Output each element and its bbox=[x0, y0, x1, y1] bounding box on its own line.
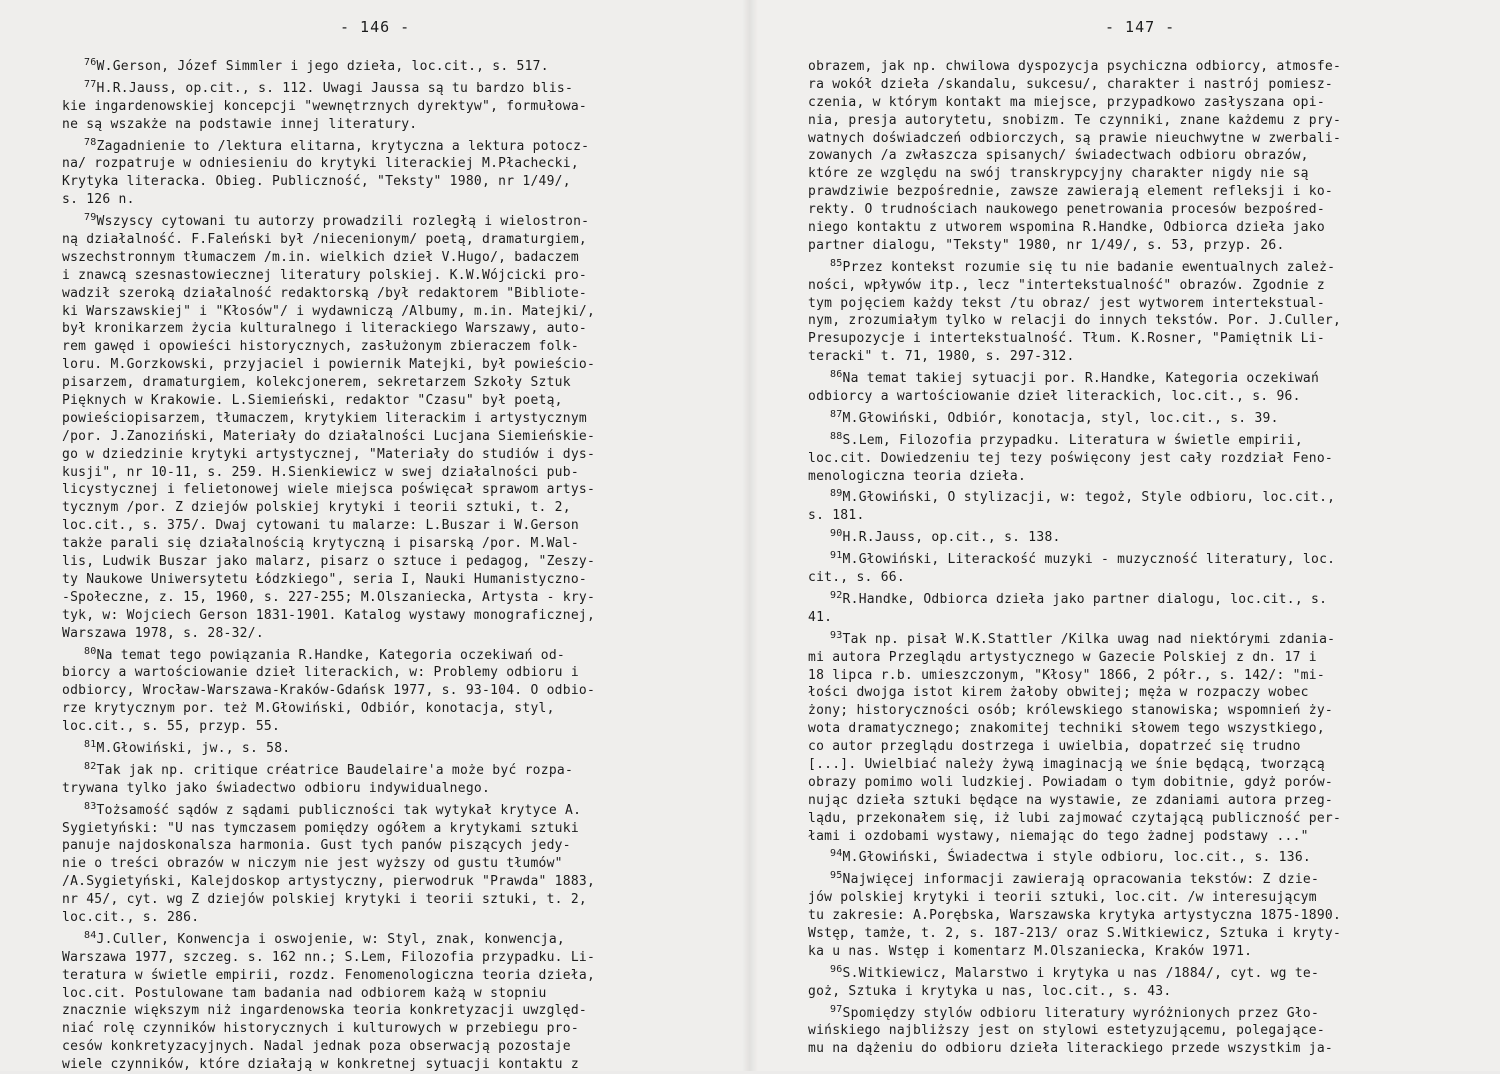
footnote-text: mu na dążeniu do odbioru dzieła literackiego przede wszystkim ja- bbox=[808, 1041, 1333, 1057]
footnote-line bbox=[62, 985, 595, 1003]
footnote-text: watnych doświadczeń odbiorczych, są prawie nieuchwytne w zwerbali- bbox=[808, 130, 1342, 146]
footnote-line bbox=[62, 338, 595, 356]
footnote-text: Zagadnienie to /lektura elitarna, krytyczna a lektura potocz- bbox=[96, 138, 590, 154]
footnote-line bbox=[808, 889, 1341, 907]
footnote-first-line bbox=[808, 370, 1341, 388]
footnote-text: Spomiędzy stylów odbioru literatury wyróżnionych przez Gło- bbox=[842, 1005, 1320, 1021]
footnote-line bbox=[808, 219, 1341, 237]
footnote-text: Warszawa 1977, szczeg. s. 162 nn.; S.Lem, Filozofia przypadku. Li- bbox=[62, 949, 596, 965]
right-page bbox=[750, 0, 1500, 1071]
footnote-text: kie ingardenowskiej koncepcji "wewnętrznych dyrektyw", formułowa- bbox=[62, 98, 587, 114]
footnote-text: s. 126 n. bbox=[62, 192, 135, 208]
footnote-text: Na temat tego powiązania R.Handke, Kategoria oczekiwań od- bbox=[96, 647, 565, 663]
footnote-text: Krytyka literacka. Obieg. Publiczność, "Teksty" 1980, nr 1/49/, bbox=[62, 174, 571, 190]
footnote-text: nie o treści obrazów w niczym nie jest wyższy od gustu tłumów" bbox=[62, 856, 563, 872]
footnote-line bbox=[808, 76, 1341, 94]
footnote-first-line bbox=[62, 802, 595, 820]
footnote-text: powieściopisarzem, tłumaczem, krytykiem literackim i artystycznym bbox=[62, 410, 587, 426]
footnote-line bbox=[62, 481, 595, 499]
footnote-text: Tożsamość sądów z sądami publiczności tak wytykał krytyce A. bbox=[96, 802, 582, 818]
footnote-text: prawdziwie bezpośrednie, zawsze zawierają element refleksji i ko- bbox=[808, 184, 1333, 200]
footnote-text: nym, zrozumiałym tylko w relacji do innych tekstów. Por. J.Culler, bbox=[808, 313, 1342, 329]
page-number: - 147 - bbox=[1105, 18, 1176, 36]
footnote-line bbox=[62, 535, 595, 553]
footnote-line bbox=[62, 682, 595, 700]
footnote-line bbox=[808, 774, 1341, 792]
footnote-number: 79 bbox=[84, 212, 97, 224]
footnote-line bbox=[808, 684, 1341, 702]
footnote-line bbox=[62, 231, 595, 249]
footnote-first-line bbox=[808, 965, 1341, 983]
footnote-line bbox=[62, 718, 595, 736]
footnote-line bbox=[808, 720, 1341, 738]
footnote-line bbox=[62, 837, 595, 855]
footnote-first-line bbox=[808, 551, 1341, 569]
footnote-text: lis, Ludwik Buszar jako malarz, pisarz o sztuce i pedagog, "Zeszy- bbox=[62, 554, 596, 570]
footnote-text: J.Culler, Konwencja i oswojenie, w: Styl, znak, konwencja, bbox=[96, 931, 565, 947]
footnote-text: jów polskiej krytyki i teorii sztuki, loc.cit. /w interesującym bbox=[808, 890, 1317, 906]
footnote-line bbox=[62, 98, 595, 116]
footnote-number: 87 bbox=[830, 408, 843, 420]
footnote-text: odbiorcy, Wrocław-Warszawa-Kraków-Gdańsk 1977, s. 93-104. O odbio- bbox=[62, 683, 596, 699]
footnote-first-line bbox=[808, 432, 1341, 450]
footnote-text: mi autora Przeglądu artystycznego w Gazecie Polskiej z dn. 17 i bbox=[808, 649, 1317, 665]
footnote-first-line bbox=[808, 259, 1341, 277]
footnote-text: menologiczna teoria dzieła. bbox=[808, 468, 1027, 484]
footnote-number: 91 bbox=[830, 550, 843, 562]
footnote-line bbox=[62, 392, 595, 410]
footnote-first-line bbox=[808, 410, 1341, 428]
footnote-text: nując dzieła sztuki będące na wystawie, ze zdaniami autora przeg- bbox=[808, 792, 1333, 808]
footnote-line bbox=[62, 410, 595, 428]
footnote-line bbox=[62, 607, 595, 625]
footnote-text: Wstęp, tamże, t. 2, s. 187-213/ oraz S.Witkiewicz, Sztuka i kryty- bbox=[808, 925, 1342, 941]
footnote-text: S.Lem, Filozofia przypadku. Literatura w świetle empirii, bbox=[842, 432, 1303, 448]
footnote-text: loc.cit. Dowiedzeniu tej tezy poświęcony jest cały rozdział Feno- bbox=[808, 450, 1333, 466]
footnote-number: 80 bbox=[84, 645, 97, 657]
footnote-line bbox=[808, 237, 1341, 255]
footnote-line bbox=[62, 428, 595, 446]
footnote-text: Najwięcej informacji zawierają opracowania tekstów: Z dzie- bbox=[842, 872, 1320, 888]
footnote-line bbox=[808, 330, 1341, 348]
footnote-line bbox=[62, 700, 595, 718]
footnote-line bbox=[62, 873, 595, 891]
footnote-line bbox=[62, 499, 595, 517]
footnote-number: 97 bbox=[830, 1003, 843, 1015]
footnote-text: co autor przeglądu dostrzega i uwielbia, dopatrzeć się trudno bbox=[808, 739, 1301, 755]
footnote-text: kusji", nr 10-11, s. 259. H.Sienkiewicz w swej działalności pub- bbox=[62, 464, 579, 480]
footnote-text: Tak np. pisał W.K.Stattler /Kilka uwag nad niektórymi zdania- bbox=[842, 631, 1336, 647]
footnote-number: 78 bbox=[84, 136, 97, 148]
footnote-text: [...]. Uwielbiać należy żywą imaginacją we śnie będącą, tworzącą bbox=[808, 756, 1325, 772]
footnote-text: licystycznej i felietonowej wiele miejsca poświęcał sprawom artys- bbox=[62, 482, 596, 498]
footnote-line bbox=[808, 907, 1341, 925]
footnote-line bbox=[808, 702, 1341, 720]
footnote-line bbox=[62, 664, 595, 682]
footnote-text: M.Głowiński, O stylizacji, w: tegoż, Style odbioru, loc.cit., bbox=[842, 490, 1336, 506]
footnote-first-line bbox=[62, 80, 595, 98]
footnote-line bbox=[808, 450, 1341, 468]
footnote-text: ty Naukowe Uniwersytetu Łódzkiego", seria I, Nauki Humanistyczno- bbox=[62, 571, 587, 587]
footnote-text: loru. M.Gorzkowski, przyjaciel i powiernik Matejki, był powieścio- bbox=[62, 357, 596, 373]
footnote-text: obrazy pomimo woli ludzkiej. Powiadam o tym dobitnie, gdyż porów- bbox=[808, 774, 1333, 790]
footnote-line bbox=[808, 94, 1341, 112]
footnote-text: ną działalność. F.Faleński był /niecenionym/ poetą, dramaturgiem, bbox=[62, 232, 587, 248]
footnote-line bbox=[62, 855, 595, 873]
footnote-number: 86 bbox=[830, 369, 843, 381]
footnote-number: 85 bbox=[830, 257, 843, 269]
footnote-line bbox=[62, 1056, 595, 1074]
footnote-text: niego kontaktu z utworem wspomina R.Handke, Odbiorca dzieła jako bbox=[808, 220, 1325, 236]
footnote-text: ne są wszakże na podstawie innej literatury. bbox=[62, 116, 418, 132]
footnote-text: ka u nas. Wstęp i komentarz M.Olszaniecka, Kraków 1971. bbox=[808, 943, 1253, 959]
footnote-text: Sygietyński: "U nas tymczasem pomiędzy ogółem a krytykami sztuki bbox=[62, 820, 579, 836]
footnote-line bbox=[808, 1022, 1341, 1040]
footnote-text: teracki" t. 71, 1980, s. 297-312. bbox=[808, 349, 1075, 365]
footnote-text: rze krytycznym por. też M.Głowiński, Odbiór, konotacja, styl, bbox=[62, 701, 555, 717]
footnotes-block bbox=[808, 58, 1341, 1058]
footnote-text: i znawcą szesnastowiecznej literatury polskiej. K.W.Wójcicki pro- bbox=[62, 267, 587, 283]
footnote-text: go w dziedzinie krytyki artystycznej, "Materiały do studiów i dys- bbox=[62, 446, 596, 462]
footnote-line bbox=[62, 155, 595, 173]
footnote-text: wszechstronnym tłumaczem /m.in. wielkich dzieł V.Hugo/, badaczem bbox=[62, 249, 579, 265]
footnote-text: -Społeczne, z. 15, 1960, s. 227-255; M.Olszaniecka, Artysta - kry- bbox=[62, 589, 596, 605]
footnote-text: tycznym /por. Z dziejów polskiej krytyki i teorii sztuki, t. 2, bbox=[62, 500, 571, 516]
footnote-text: biorcy a wartościowanie dzieł literackich, w: Problemy odbioru i bbox=[62, 665, 579, 681]
footnote-text: loc.cit., s. 286. bbox=[62, 909, 200, 925]
footnote-line bbox=[62, 191, 595, 209]
footnote-text: loc.cit., s. 375/. Dwaj cytowani tu malarze: L.Buszar i W.Gerson bbox=[62, 518, 579, 534]
footnote-line bbox=[808, 983, 1341, 1001]
footnote-line bbox=[808, 147, 1341, 165]
footnote-text: panuje najdoskonalsza harmonia. Gust tych panów piszących jedy- bbox=[62, 838, 571, 854]
footnote-text: H.R.Jauss, op.cit., s. 138. bbox=[842, 530, 1061, 546]
footnote-line bbox=[62, 1002, 595, 1020]
footnote-line bbox=[808, 609, 1341, 627]
footnote-line bbox=[62, 356, 595, 374]
footnote-text: Pięknych w Krakowie. L.Siemieński, redaktor "Czasu" był poetą, bbox=[62, 393, 563, 409]
footnote-number: 82 bbox=[84, 760, 97, 772]
footnote-number: 96 bbox=[830, 963, 843, 975]
footnote-text: R.Handke, Odbiorca dzieła jako partner dialogu, loc.cit., s. bbox=[842, 591, 1328, 607]
footnote-number: 77 bbox=[84, 78, 97, 90]
footnote-text: zowanych /a zwłaszcza spisanych/ świadectwach odbioru obrazów, bbox=[808, 148, 1309, 164]
footnote-first-line bbox=[808, 871, 1341, 889]
footnote-text: loc.cit. Postulowane tam badania nad odbiorem każą w stopniu bbox=[62, 985, 547, 1001]
footnote-text: M.Głowiński, Odbiór, konotacja, styl, loc.cit., s. 39. bbox=[842, 410, 1279, 426]
footnote-text: ności, wpływów itp., lecz "intertekstualność" obrazów. Zgodnie z bbox=[808, 277, 1325, 293]
footnote-line bbox=[808, 738, 1341, 756]
footnote-line bbox=[808, 1040, 1341, 1058]
footnote-line bbox=[62, 285, 595, 303]
footnote-first-line bbox=[62, 138, 595, 156]
footnote-line bbox=[62, 374, 595, 392]
footnote-number: 92 bbox=[830, 589, 843, 601]
footnote-text: 41. bbox=[808, 609, 833, 625]
footnote-first-line bbox=[62, 58, 595, 76]
footnote-text: M.Głowiński, Literackość muzyki - muzyczność literatury, loc. bbox=[842, 552, 1336, 568]
footnote-line bbox=[62, 780, 595, 798]
footnote-text: na/ rozpatruje w odniesieniu do krytyki literackiej M.Płachecki, bbox=[62, 156, 579, 172]
footnote-text: Na temat takiej sytuacji por. R.Handke, Kategoria oczekiwań bbox=[842, 371, 1320, 387]
footnote-text: pisarzem, dramaturgiem, kolekcjonerem, sekretarzem Szkoły Sztuk bbox=[62, 375, 571, 391]
footnote-first-line bbox=[808, 1005, 1341, 1023]
footnote-line bbox=[62, 320, 595, 338]
footnote-number: 89 bbox=[830, 488, 843, 500]
footnote-number: 90 bbox=[830, 528, 843, 540]
footnote-line bbox=[62, 1038, 595, 1056]
footnote-line bbox=[62, 967, 595, 985]
footnote-text: Warszawa 1978, s. 28-32/. bbox=[62, 625, 264, 641]
footnote-text: był kronikarzem życia kulturalnego i literackiego Warszawy, auto- bbox=[62, 321, 587, 337]
footnote-line bbox=[62, 891, 595, 909]
footnote-text: s. 181. bbox=[808, 508, 865, 524]
footnote-line bbox=[62, 589, 595, 607]
footnote-text: cesów konkretyzacyjnych. Nadal jednak poza obserwacją pozostaje bbox=[62, 1039, 571, 1055]
footnote-line bbox=[808, 925, 1341, 943]
footnote-text: W.Gerson, Józef Simmler i jego dzieła, loc.cit., s. 517. bbox=[96, 59, 549, 74]
footnote-line bbox=[808, 756, 1341, 774]
footnote-line bbox=[808, 828, 1341, 846]
footnote-text: łości dwojga istot kirem żałoby obwitej; męża w rozpaczy wobec bbox=[808, 685, 1309, 701]
footnote-line bbox=[62, 116, 595, 134]
footnote-text: wadził szeroką działalność redaktorską /był redaktorem "Bibliote- bbox=[62, 285, 587, 301]
footnote-line bbox=[62, 625, 595, 643]
footnote-line bbox=[62, 267, 595, 285]
footnote-text: rekty. O trudnościach naukowego penetrowania procesów bezpośred- bbox=[808, 202, 1325, 218]
footnote-line bbox=[62, 949, 595, 967]
footnote-line bbox=[808, 201, 1341, 219]
footnote-text: nia, presja autorytetu, snobizm. Te czynniki, znane każdemu z pry- bbox=[808, 112, 1342, 128]
footnote-text: Przez kontekst rozumie się tu nie badanie ewentualnych zależ- bbox=[842, 259, 1336, 275]
footnote-line bbox=[808, 468, 1341, 486]
footnote-line bbox=[808, 312, 1341, 330]
footnote-first-line bbox=[808, 591, 1341, 609]
footnote-text: także parali się działalnością krytyczną i pisarską /por. M.Wal- bbox=[62, 536, 579, 552]
footnote-text: znacznie większym niż ingardenowska teoria konkretyzacji uwzględ- bbox=[62, 1003, 587, 1019]
footnote-line bbox=[808, 130, 1341, 148]
footnote-text: które ze względu na swój transkrypcyjny charakter nigdy nie są bbox=[808, 166, 1309, 182]
footnote-line bbox=[62, 517, 595, 535]
footnote-text: wińskiego najbliższy jest on stylowi estetyzującemu, polegające- bbox=[808, 1023, 1325, 1039]
footnote-number: 94 bbox=[830, 848, 843, 860]
footnote-text: H.R.Jauss, op.cit., s. 112. Uwagi Jaussa są tu bardzo blis- bbox=[96, 80, 574, 96]
footnote-number: 93 bbox=[830, 629, 843, 641]
footnote-text: trywana tylko jako świadectwo odbioru indywidualnego. bbox=[62, 780, 491, 796]
footnote-text: ki Warszawskiej" i "Kłosów"/ i wydawniczą /Albumy, m.in. Matejki/, bbox=[62, 303, 596, 319]
left-page bbox=[0, 0, 750, 1071]
footnote-text: Tak jak np. critique créatrice Baudelaire'a może być rozpa- bbox=[96, 762, 574, 778]
footnote-text: łami i ozdobami wystawy, niemając do tego żadnej podstawy ..." bbox=[808, 828, 1309, 844]
footnote-text: M.Głowiński, Świadectwa i style odbioru, loc.cit., s. 136. bbox=[842, 850, 1311, 866]
footnote-number: 95 bbox=[830, 870, 843, 882]
footnote-line bbox=[62, 909, 595, 927]
footnote-line bbox=[62, 571, 595, 589]
footnote-line bbox=[808, 388, 1341, 406]
footnote-text: ra wokół dzieła /skandalu, sukcesu/, charakter i nastrój pomiesz- bbox=[808, 76, 1333, 92]
footnote-line bbox=[808, 183, 1341, 201]
footnote-text: /por. J.Zanoziński, Materiały do działalności Lucjana Siemieńskie- bbox=[62, 428, 596, 444]
footnote-text: lądu, przekonałem się, iż lubi zajmować czytającą publiczność per- bbox=[808, 810, 1342, 826]
footnote-line bbox=[808, 165, 1341, 183]
footnote-text: wota dramatycznego; znakomitej techniki słowem tego wszystkiego, bbox=[808, 721, 1325, 737]
footnote-line bbox=[808, 943, 1341, 961]
footnote-text: Wszyscy cytowani tu autorzy prowadzili rozległą i wielostron- bbox=[96, 214, 590, 230]
footnote-text: teratura w świetle empirii, rozdz. Fenomenologiczna teoria dzieła, bbox=[62, 967, 596, 983]
footnote-text: goż, Sztuka i krytyka u nas, loc.cit., s. 43. bbox=[808, 983, 1172, 999]
footnote-first-line bbox=[808, 631, 1341, 649]
footnotes-block bbox=[62, 58, 595, 1074]
footnote-text: odbiorcy a wartościowanie dzieł literackich, loc.cit., s. 96. bbox=[808, 389, 1301, 405]
footnote-text: wiele czynników, które działają w konkretnej sytuacji kontaktu z bbox=[62, 1057, 579, 1073]
footnote-text: tu zakresie: A.Porębska, Warszawska krytyka artystyczna 1875-1890. bbox=[808, 908, 1342, 924]
footnote-text: tym pojęciem każdy tekst /tu obraz/ jest wytworem intertekstual- bbox=[808, 295, 1325, 311]
footnote-text: loc.cit., s. 55, przyp. 55. bbox=[62, 719, 281, 735]
footnote-text: nr 45/, cyt. wg Z dziejów polskiej krytyki i teorii sztuki, t. 2, bbox=[62, 892, 587, 908]
page-number: - 146 - bbox=[340, 18, 411, 36]
footnote-text: partner dialogu, "Teksty" 1980, nr 1/49/, s. 53, przyp. 26. bbox=[808, 237, 1285, 253]
footnote-text: cit., s. 66. bbox=[808, 570, 905, 586]
footnote-text: S.Witkiewicz, Malarstwo i krytyka u nas /1884/, cyt. wg te- bbox=[842, 965, 1320, 981]
footnote-first-line bbox=[62, 931, 595, 949]
footnote-line bbox=[62, 1020, 595, 1038]
footnote-number: 83 bbox=[84, 800, 97, 812]
footnote-line bbox=[808, 277, 1341, 295]
footnote-first-line bbox=[62, 647, 595, 665]
footnote-text: rem gawęd i opowieści historycznych, zasłużonym zbieraczem folk- bbox=[62, 339, 579, 355]
footnote-text: M.Głowiński, jw., s. 58. bbox=[96, 740, 291, 756]
footnote-number: 88 bbox=[830, 430, 843, 442]
footnote-line bbox=[808, 569, 1341, 587]
footnote-line bbox=[808, 649, 1341, 667]
footnote-text: tyk, w: Wojciech Gerson 1831-1901. Katalog wystawy monograficznej, bbox=[62, 607, 596, 623]
footnote-first-line bbox=[62, 213, 595, 231]
footnote-text: /A.Sygietyński, Kalejdoskop artystyczny, pierwodruk "Prawda" 1883, bbox=[62, 874, 596, 890]
footnote-line bbox=[808, 667, 1341, 685]
footnote-number: 84 bbox=[84, 929, 97, 941]
footnote-text: żony; historyczności osób; królewskiego stanowiska; wspomnień ży- bbox=[808, 703, 1333, 719]
footnote-line bbox=[62, 820, 595, 838]
footnote-first-line bbox=[62, 740, 595, 758]
footnote-line bbox=[808, 58, 1341, 76]
footnote-first-line bbox=[808, 529, 1341, 547]
footnote-line bbox=[62, 303, 595, 321]
footnote-first-line bbox=[808, 849, 1341, 867]
footnote-line bbox=[808, 295, 1341, 313]
footnote-first-line bbox=[808, 489, 1341, 507]
footnote-line bbox=[62, 173, 595, 191]
footnote-text: czenia, w którym kontakt ma miejsce, przypadkowo zasłyszana opi- bbox=[808, 94, 1325, 110]
footnote-line bbox=[62, 464, 595, 482]
footnote-line bbox=[62, 553, 595, 571]
footnote-line bbox=[808, 507, 1341, 525]
footnote-line bbox=[62, 249, 595, 267]
footnote-text: Presupozycje i intertekstualność. Tłum. K.Rosner, "Pamiętnik Li- bbox=[808, 331, 1325, 347]
footnote-line bbox=[62, 446, 595, 464]
footnote-text: 18 lipca r.b. umieszczonym, "Kłosy" 1866, 2 półr., s. 142/: "mi- bbox=[808, 667, 1325, 683]
footnote-first-line bbox=[62, 762, 595, 780]
footnote-line bbox=[808, 348, 1341, 366]
footnote-text: niać rolę czynników historycznych i kulturowych w przebiegu pro- bbox=[62, 1021, 579, 1037]
book-gutter bbox=[742, 0, 758, 1071]
footnote-line bbox=[808, 792, 1341, 810]
footnote-line bbox=[808, 810, 1341, 828]
footnote-text: obrazem, jak np. chwilowa dyspozycja psychiczna odbiorcy, atmosfe- bbox=[808, 59, 1342, 74]
footnote-line bbox=[808, 112, 1341, 130]
footnote-number: 81 bbox=[84, 738, 97, 750]
footnote-number: 76 bbox=[84, 57, 97, 68]
